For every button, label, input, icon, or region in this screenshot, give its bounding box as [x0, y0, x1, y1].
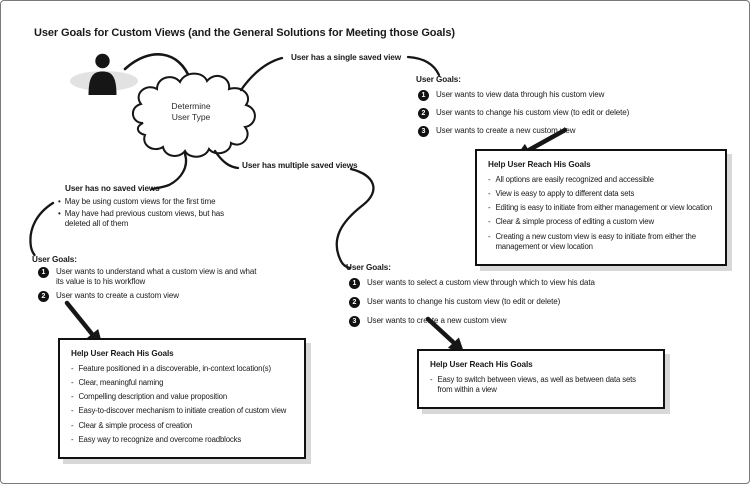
dash-marker: -	[71, 406, 74, 416]
goal-number-badge: 2	[418, 108, 429, 119]
branch-label-multiple-saved-views: User has multiple saved views	[242, 161, 358, 170]
goals-heading-multiple: User Goals:	[346, 263, 391, 272]
dash-marker: -	[430, 375, 433, 384]
cloud-label: Determine User Type	[171, 101, 211, 123]
branch-label-single-saved-view: User has a single saved view	[290, 53, 402, 62]
note-item: • May be using custom views for the first time	[58, 197, 216, 206]
help-box-title: Help User Reach His Goals	[430, 360, 533, 369]
no-saved-views-notes	[58, 197, 226, 231]
bullet-marker: •	[58, 208, 61, 218]
goal-item: 2 User wants to create a custom view	[38, 291, 278, 302]
goal-number-badge: 1	[418, 90, 429, 101]
dash-marker: -	[488, 175, 491, 184]
connector-multiple-scurve	[337, 169, 374, 268]
dash-marker: -	[71, 434, 74, 444]
help-item: - Easy way to recognize and overcome roadblocks	[71, 434, 242, 444]
goal-number-badge: 3	[418, 126, 429, 137]
goal-number-badge: 1	[38, 267, 49, 278]
help-item: - Clear, meaningful naming	[71, 378, 164, 388]
goal-item: 2 User wants to change his custom view (to edit or delete)	[418, 108, 708, 119]
help-item: - Clear & simple process of editing a custom view	[488, 217, 654, 227]
help-item: - Easy to switch between views, as well as between data sets from within a view	[430, 375, 636, 395]
dash-marker: -	[71, 364, 74, 373]
goal-number-badge: 1	[349, 278, 360, 289]
help-box-no-saved-views	[58, 338, 306, 459]
connector-single-left	[241, 58, 282, 90]
page-title: User Goals for Custom Views (and the General Solutions for Meeting those Goals)	[34, 27, 455, 39]
goal-item: 3 User wants to create a new custom view	[418, 126, 708, 137]
help-box-title: Help User Reach His Goals	[71, 349, 174, 358]
goal-number-badge: 2	[38, 291, 49, 302]
help-box-single-saved-view	[475, 149, 727, 266]
help-item: - View is easy to apply to different data sets	[488, 189, 635, 199]
dash-marker: -	[71, 392, 74, 402]
goal-item: 2 User wants to change his custom view (to edit or delete)	[349, 297, 649, 308]
dash-marker: -	[71, 378, 74, 388]
help-box-multiple-saved-views	[417, 349, 665, 409]
help-box-title: Help User Reach His Goals	[488, 160, 591, 169]
help-item: - Feature positioned in a discoverable, in-context location(s)	[71, 364, 271, 373]
goal-number-badge: 2	[349, 297, 360, 308]
dash-marker: -	[488, 189, 491, 199]
goal-item: 1 User wants to select a custom view through which to view his data	[349, 278, 649, 289]
dash-marker: -	[71, 420, 74, 430]
connector-person-to-cloud	[125, 54, 191, 80]
goal-item: 3 User wants to create a new custom view	[349, 316, 649, 327]
help-item: - Clear & simple process of creation	[71, 420, 193, 430]
branch-label-no-saved-views: User has no saved views	[65, 184, 160, 193]
help-item: - Easy-to-discover mechanism to initiate creation of custom view	[71, 406, 287, 416]
dash-marker: -	[488, 203, 491, 213]
goal-item: 1 User wants to understand what a custom view is and what its value is to his workflow	[38, 267, 260, 288]
help-item: - All options are easily recognized and accessible	[488, 175, 654, 184]
goals-heading-single: User Goals:	[416, 75, 461, 84]
dash-marker: -	[488, 231, 491, 241]
bullet-marker: •	[58, 197, 61, 206]
connector-none-to-goals	[30, 203, 53, 255]
goal-item: 1 User wants to view data through his custom view	[418, 90, 708, 101]
help-item: - Compelling description and value proposition	[71, 392, 228, 402]
goals-heading-none: User Goals:	[32, 255, 77, 264]
connector-single-right	[408, 57, 439, 75]
help-item: - Creating a new custom view is easy to initiate from either the management or view location	[488, 231, 696, 251]
help-item: - Editing is easy to initiate from either management or view location	[488, 203, 713, 213]
note-item: • May have had previous custom views, but has deleted all of them	[58, 208, 225, 229]
dash-marker: -	[488, 217, 491, 227]
goal-number-badge: 3	[349, 316, 360, 327]
